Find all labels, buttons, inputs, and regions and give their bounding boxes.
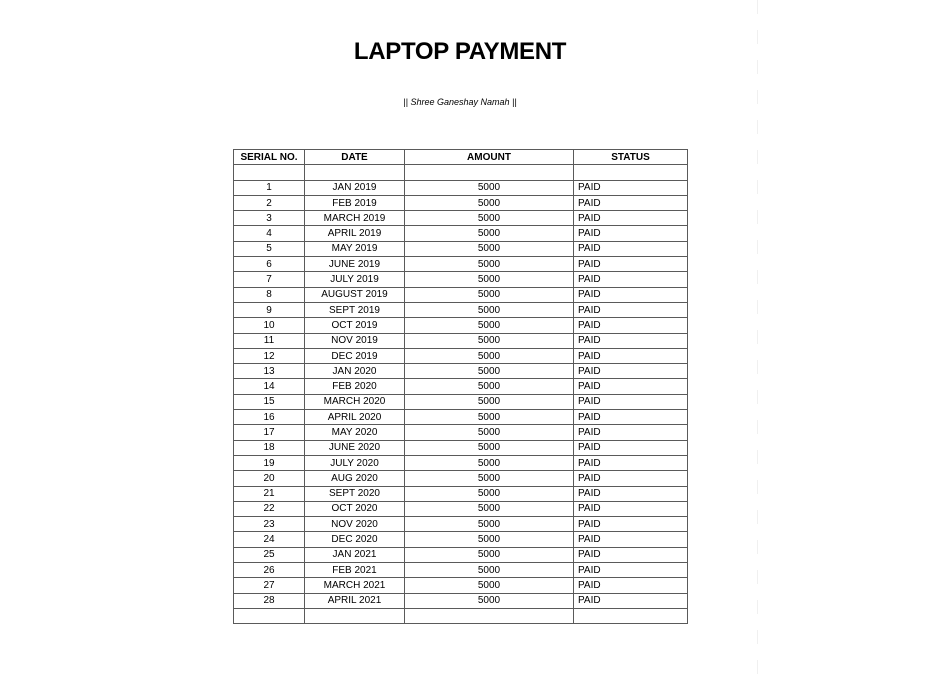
serial-cell: 23 (234, 517, 305, 532)
amount-cell: 5000 (405, 425, 574, 440)
date-cell: SEPT 2019 (305, 302, 405, 317)
header-date: DATE (305, 150, 405, 165)
status-cell: PAID (574, 257, 688, 272)
empty-cell (234, 608, 305, 623)
amount-cell: 5000 (405, 486, 574, 501)
serial-cell: 25 (234, 547, 305, 562)
serial-cell: 21 (234, 486, 305, 501)
status-cell: PAID (574, 195, 688, 210)
amount-cell: 5000 (405, 578, 574, 593)
empty-cell (405, 165, 574, 180)
table-row (234, 547, 688, 562)
empty-cell (574, 608, 688, 623)
table-row (234, 364, 688, 379)
serial-cell: 16 (234, 410, 305, 425)
date-cell: JAN 2020 (305, 364, 405, 379)
table-row (234, 471, 688, 486)
table-row (234, 211, 688, 226)
empty-cell (405, 608, 574, 623)
table-row (234, 180, 688, 195)
date-cell: APRIL 2021 (305, 593, 405, 608)
empty-cell (305, 608, 405, 623)
status-cell: PAID (574, 180, 688, 195)
date-cell: APRIL 2020 (305, 410, 405, 425)
date-cell: JAN 2019 (305, 180, 405, 195)
serial-cell: 2 (234, 195, 305, 210)
serial-cell: 13 (234, 364, 305, 379)
amount-cell: 5000 (405, 547, 574, 562)
date-cell: MAY 2019 (305, 241, 405, 256)
status-cell: PAID (574, 348, 688, 363)
serial-cell: 26 (234, 563, 305, 578)
status-cell: PAID (574, 593, 688, 608)
serial-cell: 7 (234, 272, 305, 287)
serial-cell: 1 (234, 180, 305, 195)
amount-cell: 5000 (405, 364, 574, 379)
header-status: STATUS (574, 150, 688, 165)
table-row (234, 272, 688, 287)
table-row (234, 563, 688, 578)
table-row (234, 195, 688, 210)
table-row (234, 302, 688, 317)
amount-cell: 5000 (405, 394, 574, 409)
amount-cell: 5000 (405, 211, 574, 226)
status-cell: PAID (574, 318, 688, 333)
empty-cell (234, 165, 305, 180)
serial-cell: 11 (234, 333, 305, 348)
table-row (234, 226, 688, 241)
serial-cell: 22 (234, 501, 305, 516)
table-row (234, 318, 688, 333)
status-cell: PAID (574, 333, 688, 348)
date-cell: DEC 2019 (305, 348, 405, 363)
amount-cell: 5000 (405, 241, 574, 256)
amount-cell: 5000 (405, 440, 574, 455)
status-cell: PAID (574, 287, 688, 302)
amount-cell: 5000 (405, 318, 574, 333)
serial-cell: 9 (234, 302, 305, 317)
amount-cell: 5000 (405, 287, 574, 302)
serial-cell: 27 (234, 578, 305, 593)
serial-cell: 10 (234, 318, 305, 333)
table-row (234, 455, 688, 470)
amount-cell: 5000 (405, 379, 574, 394)
status-cell: PAID (574, 486, 688, 501)
serial-cell: 24 (234, 532, 305, 547)
date-cell: DEC 2020 (305, 532, 405, 547)
status-cell: PAID (574, 226, 688, 241)
header-serial-no: SERIAL NO. (234, 150, 305, 165)
date-cell: AUG 2020 (305, 471, 405, 486)
empty-cell (574, 165, 688, 180)
amount-cell: 5000 (405, 410, 574, 425)
serial-cell: 8 (234, 287, 305, 302)
amount-cell: 5000 (405, 532, 574, 547)
page-subtitle: || Shree Ganeshay Namah || (403, 97, 517, 107)
date-cell: JULY 2019 (305, 272, 405, 287)
empty-cell (305, 165, 405, 180)
status-cell: PAID (574, 547, 688, 562)
table-row (234, 241, 688, 256)
serial-cell: 15 (234, 394, 305, 409)
date-cell: MAY 2020 (305, 425, 405, 440)
table-row (234, 394, 688, 409)
amount-cell: 5000 (405, 501, 574, 516)
serial-cell: 5 (234, 241, 305, 256)
date-cell: AUGUST 2019 (305, 287, 405, 302)
table-row (234, 425, 688, 440)
status-cell: PAID (574, 241, 688, 256)
amount-cell: 5000 (405, 455, 574, 470)
amount-cell: 5000 (405, 226, 574, 241)
date-cell: OCT 2020 (305, 501, 405, 516)
amount-cell: 5000 (405, 302, 574, 317)
serial-cell: 19 (234, 455, 305, 470)
status-cell: PAID (574, 425, 688, 440)
serial-cell: 14 (234, 379, 305, 394)
amount-cell: 5000 (405, 517, 574, 532)
serial-cell: 6 (234, 257, 305, 272)
date-cell: MARCH 2021 (305, 578, 405, 593)
serial-cell: 20 (234, 471, 305, 486)
status-cell: PAID (574, 440, 688, 455)
date-cell: FEB 2020 (305, 379, 405, 394)
table-row (234, 348, 688, 363)
amount-cell: 5000 (405, 563, 574, 578)
status-cell: PAID (574, 302, 688, 317)
table-row (234, 410, 688, 425)
date-cell: NOV 2020 (305, 517, 405, 532)
serial-cell: 28 (234, 593, 305, 608)
payment-table (233, 149, 688, 624)
date-cell: JUNE 2020 (305, 440, 405, 455)
status-cell: PAID (574, 455, 688, 470)
date-cell: JAN 2021 (305, 547, 405, 562)
status-cell: PAID (574, 471, 688, 486)
status-cell: PAID (574, 379, 688, 394)
table-row (234, 532, 688, 547)
date-cell: FEB 2019 (305, 195, 405, 210)
status-cell: PAID (574, 532, 688, 547)
status-cell: PAID (574, 578, 688, 593)
serial-cell: 3 (234, 211, 305, 226)
table-row (234, 486, 688, 501)
date-cell: APRIL 2019 (305, 226, 405, 241)
status-cell: PAID (574, 410, 688, 425)
date-cell: OCT 2019 (305, 318, 405, 333)
table-row-empty (234, 165, 688, 180)
amount-cell: 5000 (405, 272, 574, 287)
amount-cell: 5000 (405, 471, 574, 486)
status-cell: PAID (574, 563, 688, 578)
header-amount: AMOUNT (405, 150, 574, 165)
status-cell: PAID (574, 211, 688, 226)
serial-cell: 12 (234, 348, 305, 363)
table-row (234, 333, 688, 348)
table-body (234, 165, 688, 624)
page-edge-divider (757, 0, 758, 678)
table-row-empty (234, 608, 688, 623)
date-cell: MARCH 2020 (305, 394, 405, 409)
table-row (234, 517, 688, 532)
table-row (234, 287, 688, 302)
table-row (234, 379, 688, 394)
table-row (234, 440, 688, 455)
status-cell: PAID (574, 364, 688, 379)
table-row (234, 578, 688, 593)
status-cell: PAID (574, 394, 688, 409)
date-cell: NOV 2019 (305, 333, 405, 348)
amount-cell: 5000 (405, 180, 574, 195)
status-cell: PAID (574, 501, 688, 516)
serial-cell: 4 (234, 226, 305, 241)
amount-cell: 5000 (405, 348, 574, 363)
table-row (234, 257, 688, 272)
serial-cell: 18 (234, 440, 305, 455)
table-header-row (234, 150, 688, 165)
amount-cell: 5000 (405, 257, 574, 272)
status-cell: PAID (574, 517, 688, 532)
date-cell: MARCH 2019 (305, 211, 405, 226)
date-cell: JULY 2020 (305, 455, 405, 470)
serial-cell: 17 (234, 425, 305, 440)
amount-cell: 5000 (405, 593, 574, 608)
date-cell: SEPT 2020 (305, 486, 405, 501)
table-row (234, 501, 688, 516)
date-cell: JUNE 2019 (305, 257, 405, 272)
amount-cell: 5000 (405, 333, 574, 348)
table-row (234, 593, 688, 608)
amount-cell: 5000 (405, 195, 574, 210)
page-title: LAPTOP PAYMENT (353, 38, 567, 65)
date-cell: FEB 2021 (305, 563, 405, 578)
status-cell: PAID (574, 272, 688, 287)
